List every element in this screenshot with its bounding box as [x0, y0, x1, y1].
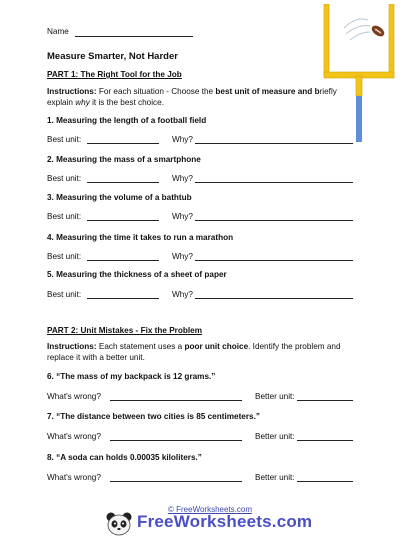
whats-wrong-field[interactable]: [110, 440, 242, 441]
why-label: Why?: [172, 174, 193, 183]
better-unit-label: Better unit:: [255, 473, 295, 482]
whats-wrong-label: What's wrong?: [47, 473, 101, 482]
question-6: 6. “The mass of my backpack is 12 grams.”: [47, 372, 216, 381]
best-unit-label: Best unit:: [47, 212, 82, 221]
whats-wrong-label: What's wrong?: [47, 432, 101, 441]
best-unit-field[interactable]: [87, 298, 159, 299]
whats-wrong-field[interactable]: [110, 400, 242, 401]
best-unit-field[interactable]: [87, 220, 159, 221]
best-unit-field[interactable]: [87, 143, 159, 144]
better-unit-field[interactable]: [297, 400, 353, 401]
better-unit-field[interactable]: [297, 440, 353, 441]
why-field[interactable]: [195, 220, 353, 221]
name-field[interactable]: [75, 36, 193, 37]
part2-heading: PART 2: Unit Mistakes - Fix the Problem: [47, 326, 202, 335]
why-field[interactable]: [195, 260, 353, 261]
better-unit-field[interactable]: [297, 481, 353, 482]
best-unit-label: Best unit:: [47, 174, 82, 183]
why-field[interactable]: [195, 143, 353, 144]
question-4: 4. Measuring the time it takes to run a marathon: [47, 233, 234, 242]
whats-wrong-field[interactable]: [110, 481, 242, 482]
part1-instructions-line1: Instructions: For each situation - Choose the best unit of measure and briefly: [47, 87, 337, 96]
panda-logo-icon: [106, 512, 132, 536]
why-label: Why?: [172, 252, 193, 261]
whats-wrong-label: What's wrong?: [47, 392, 101, 401]
footer-brand: FreeWorksheets.com: [137, 512, 313, 531]
part1-instructions-line2: explain why it is the best choice.: [47, 98, 164, 107]
why-field[interactable]: [195, 298, 353, 299]
best-unit-field[interactable]: [87, 182, 159, 183]
best-unit-label: Best unit:: [47, 290, 82, 299]
name-label: Name: [47, 27, 69, 36]
worksheet-title: Measure Smarter, Not Harder: [47, 51, 178, 62]
why-field[interactable]: [195, 182, 353, 183]
why-label: Why?: [172, 212, 193, 221]
question-8: 8. “A soda can holds 0.00035 kiloliters.”: [47, 453, 202, 462]
best-unit-field[interactable]: [87, 260, 159, 261]
better-unit-label: Better unit:: [255, 432, 295, 441]
part2-instructions-line1: Instructions: Each statement uses a poor unit choice. Identify the problem and: [47, 342, 341, 351]
question-1: 1. Measuring the length of a football field: [47, 116, 207, 125]
question-3: 3. Measuring the volume of a bathtub: [47, 193, 192, 202]
better-unit-label: Better unit:: [255, 392, 295, 401]
question-2: 2. Measuring the mass of a smartphone: [47, 155, 201, 164]
football-icon: [370, 23, 386, 38]
best-unit-label: Best unit:: [47, 252, 82, 261]
goalpost-illustration: [322, 4, 398, 154]
best-unit-label: Best unit:: [47, 135, 82, 144]
part1-heading: PART 1: The Right Tool for the Job: [47, 70, 182, 79]
why-label: Why?: [172, 290, 193, 299]
question-5: 5. Measuring the thickness of a sheet of paper: [47, 270, 227, 279]
question-7: 7. “The distance between two cities is 85 centimeters.”: [47, 412, 260, 421]
why-label: Why?: [172, 135, 193, 144]
footer-copyright-link[interactable]: © FreeWorksheets.com: [168, 505, 252, 514]
part2-instructions-line2: replace it with a better unit.: [47, 353, 145, 362]
